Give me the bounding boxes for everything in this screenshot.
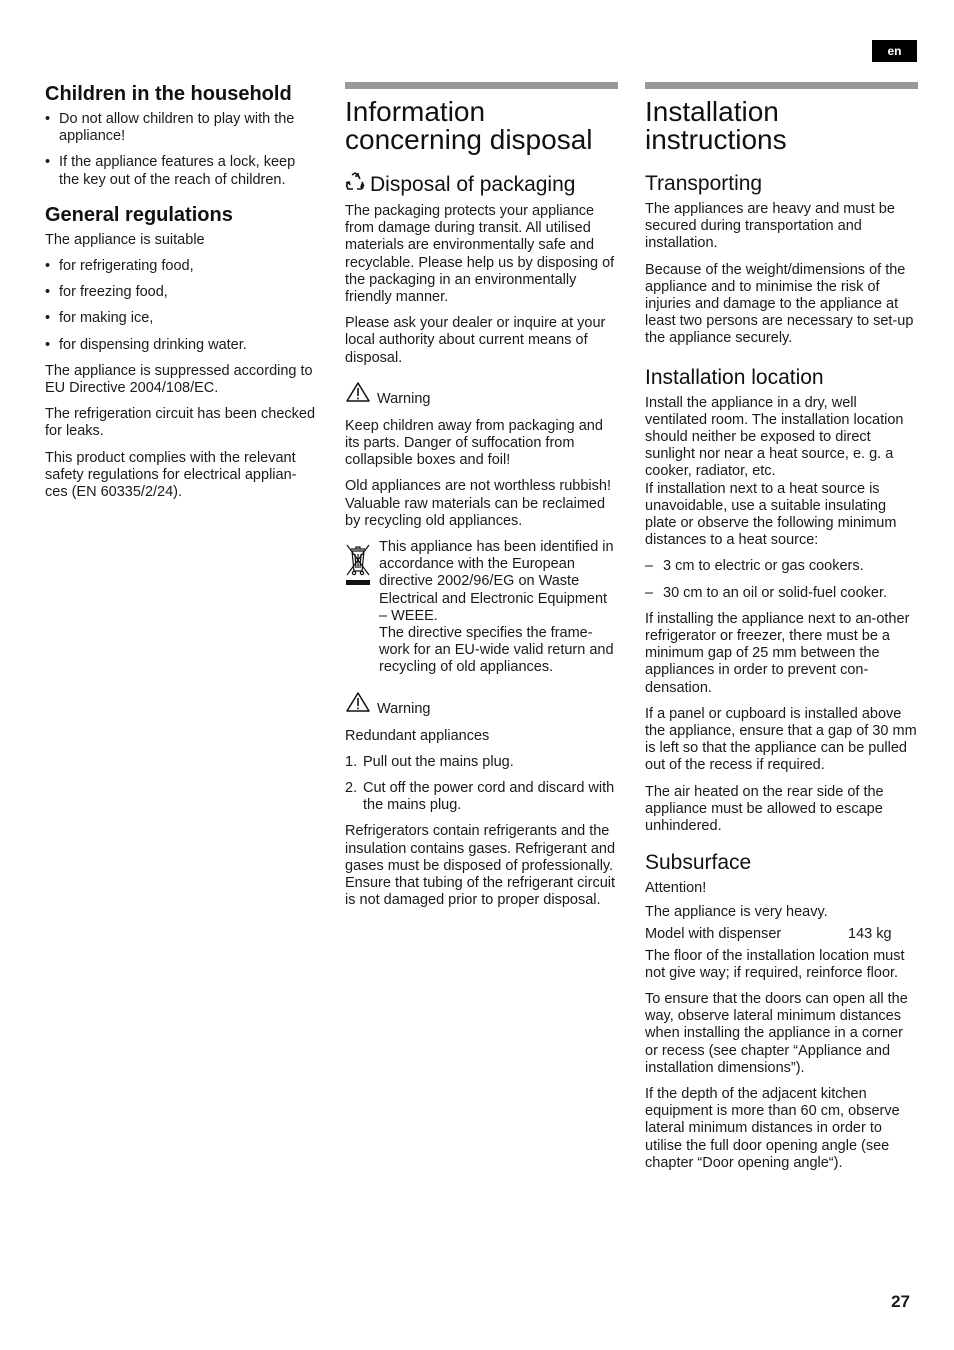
warning-label: Warning xyxy=(377,700,431,717)
packaging-heading-label: Disposal of packaging xyxy=(370,173,576,196)
packaging-paragraph: The packaging protects your appliance from damage during transit. All utilised materials are environmentally safe and recyclable. Please help us by disposing of the packaging in an environmentally friendly manner. xyxy=(345,203,615,306)
weee-block xyxy=(345,539,618,677)
step-number: 1. xyxy=(345,753,358,770)
disposal-title: Information concerning disposal xyxy=(345,96,593,155)
children-warning-paragraph: Keep children away from packaging and its parts. Danger of suffocation from collapsible boxes and foil! xyxy=(345,417,603,469)
page-number: 27 xyxy=(891,1292,910,1311)
list-item: – 3 cm to electric or gas cookers. xyxy=(645,558,918,575)
list-item: • for freezing food, xyxy=(45,284,317,301)
transporting-weight-paragraph: Because of the weight/dimensions of the appliance and to minimise the risk of injuries and damage to the appliance at least two persons are necessary to set-up the appliance securely. xyxy=(645,261,914,347)
spec-value: 143 kg xyxy=(848,925,892,942)
crossed-out-bin-icon xyxy=(345,539,371,677)
air-paragraph: The air heated on the rear side of the appliance must be allowed to escape unhindered. xyxy=(645,783,884,835)
general-intro: The appliance is suitable xyxy=(45,231,205,248)
section-bar xyxy=(345,82,618,89)
floor-paragraph: The floor of the installation location must not give way; if required, reinforce floor. xyxy=(645,947,905,981)
redundant-appliances: Redundant appliances xyxy=(345,727,490,744)
list-item xyxy=(345,780,618,814)
warning-label: Warning xyxy=(377,390,431,407)
column-left xyxy=(45,82,317,510)
depth-paragraph: If the depth of the adjacent kitchen equipment is more than 60 cm, observe lateral minimum distances in order to utilise the full door opening angle (see chapter “Door opening angle“). xyxy=(645,1085,900,1171)
doors-paragraph: To ensure that the doors can open all the way, observe lateral minimum distances when installing the appliance in a corner or recess (see chapter “Appliance and installation dimensions”). xyxy=(645,990,908,1076)
warning-triangle-icon xyxy=(345,691,371,718)
subsurface-heading: Subsurface xyxy=(645,851,752,875)
safety-paragraph: This product complies with the relevant safety regulations for electrical applian-ces (EN 60335/2/24). xyxy=(45,449,297,501)
list-item: • Do not allow children to play with the appliance! xyxy=(45,111,317,145)
location-paragraph: Install the appliance in a dry, well ventilated room. The installation location should neither be exposed to direct sunlight nor near a heat source, e. g. a cooker, radiator, etc. xyxy=(645,394,904,480)
warning-heading xyxy=(345,691,618,718)
installation-title: Installation instructions xyxy=(645,96,787,155)
warning-heading xyxy=(345,381,618,408)
transporting-heading: Transporting xyxy=(645,172,763,195)
weee-directive-paragraph: The directive specifies the frame-work for an EU-wide valid return and recycling of old appliances. xyxy=(379,625,614,676)
language-badge: en xyxy=(872,40,917,62)
spec-label: Model with dispenser xyxy=(645,925,782,942)
step-text: Cut off the power cord and discard with the mains plug. xyxy=(363,780,615,814)
suitable-uses-list xyxy=(45,258,317,354)
heavy-paragraph: The appliance is very heavy. xyxy=(645,904,828,921)
section-bar xyxy=(645,82,918,89)
disposal-steps xyxy=(345,754,618,815)
step-text: Pull out the mains plug. xyxy=(363,753,514,770)
weight-spec-row xyxy=(645,926,918,943)
directive-paragraph: The appliance is suppressed according to EU Directive 2004/108/EC. xyxy=(45,362,313,397)
recycle-icon xyxy=(345,172,365,198)
transporting-paragraph: The appliances are heavy and must be secured during transportation and installation. xyxy=(645,201,895,252)
children-heading: Children in the household xyxy=(45,83,292,105)
weee-paragraph: This appliance has been identified in accordance with the European directive 2002/96/EG on Waste Electrical and Electronic Equipment – WEEE. xyxy=(379,539,614,624)
old-appliances-paragraph: Old appliances are not worthless rubbish! Valuable raw materials can be reclaimed by recycling old appliances. xyxy=(345,478,611,529)
general-regulations-heading: General regulations xyxy=(45,203,233,226)
installation-location-heading: Installation location xyxy=(645,365,824,389)
packaging-heading xyxy=(345,172,618,198)
distances-list xyxy=(645,558,918,601)
column-middle xyxy=(345,82,618,919)
heat-source-paragraph: If installation next to a heat source is unavoidable, use a suitable insulating plate or observe the following minimum distances to a heat source: xyxy=(645,480,897,549)
list-item: • for dispensing drinking water. xyxy=(45,337,317,354)
cupboard-paragraph: If a panel or cupboard is installed above the appliance, ensure that a gap of 30 mm is left so that the appliance can be pulled out of the recess if required. xyxy=(645,705,917,774)
weee-text xyxy=(379,539,618,677)
step-number: 2. xyxy=(345,780,358,797)
list-item: • for refrigerating food, xyxy=(45,258,317,275)
attention-label: Attention! xyxy=(645,880,707,897)
list-item: • If the appliance features a lock, keep the key out of the reach of children. xyxy=(45,154,317,188)
gap-paragraph: If installing the appliance next to an-other refrigerator or freezer, there must be a minimum gap of 25 mm between the appliances in order to prevent con-densation. xyxy=(645,610,910,696)
list-item: • for making ice, xyxy=(45,310,317,327)
refrigerants-paragraph: Refrigerators contain refrigerants and the insulation contains gases. Refrigerant and gases must be disposed of professionally. Ensure that tubing of the refrigerant circuit is not damaged prior to proper disposal. xyxy=(345,823,616,909)
list-item: – 30 cm to an oil or solid-fuel cooker. xyxy=(645,585,918,602)
list-item xyxy=(345,754,618,771)
leak-check-paragraph: The refrigeration circuit has been checked for leaks. xyxy=(45,406,316,440)
warning-triangle-icon xyxy=(345,381,371,408)
dealer-paragraph: Please ask your dealer or inquire at your local authority about current means of disposal. xyxy=(345,315,606,366)
children-list xyxy=(45,111,317,189)
column-right xyxy=(645,82,918,1181)
